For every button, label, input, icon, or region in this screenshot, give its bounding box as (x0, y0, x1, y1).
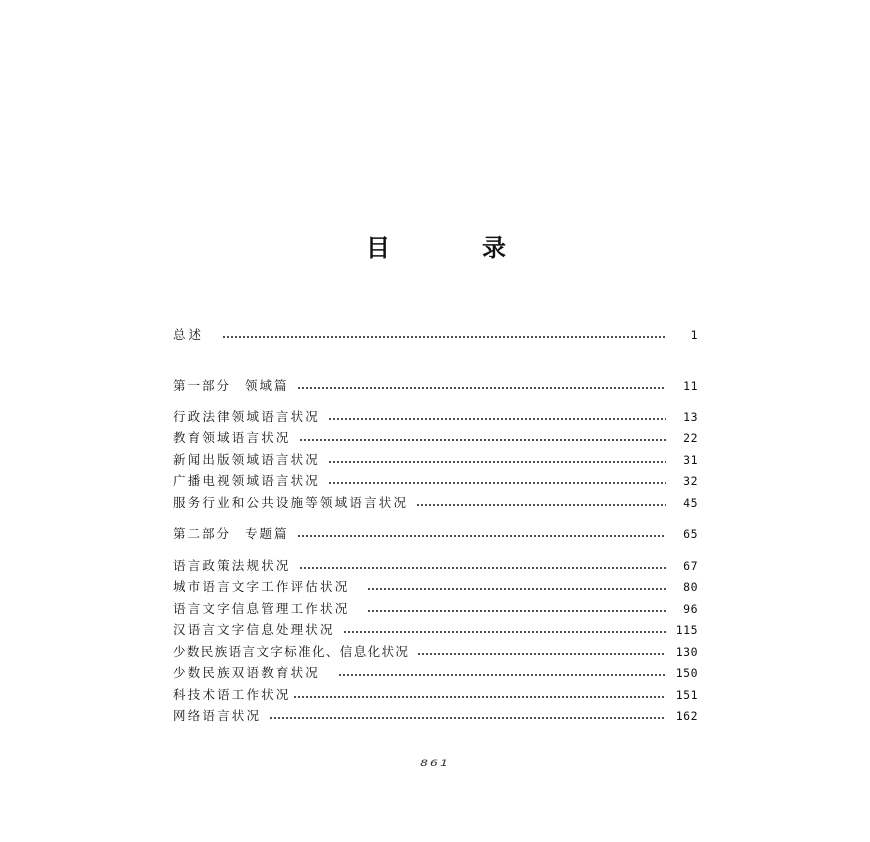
dot-leader (297, 387, 666, 389)
toc-page-number: 80 (683, 580, 698, 594)
dot-leader (297, 535, 666, 537)
toc-entry[interactable] (173, 578, 698, 596)
dot-leader (222, 336, 666, 338)
toc-page-number: 32 (683, 474, 698, 488)
dot-leader (338, 674, 666, 676)
toc-entry-label: 教育领域语言状况 (173, 430, 291, 445)
toc-entry[interactable] (173, 600, 698, 618)
toc-page-number: 96 (683, 602, 698, 616)
toc-entry[interactable] (173, 472, 698, 490)
toc-entry-label: 汉语言文字信息处理状况 (173, 622, 335, 637)
part-title: 领域篇 (245, 378, 289, 393)
dot-leader (293, 696, 666, 698)
toc-part-heading-label (173, 525, 289, 543)
toc-page-number: 65 (683, 527, 698, 541)
toc-page-number: 115 (675, 623, 698, 637)
toc-entry[interactable] (173, 643, 698, 661)
toc-page-number: 130 (675, 645, 698, 659)
dot-leader (269, 717, 666, 719)
toc-part-heading-1[interactable] (173, 377, 698, 395)
toc-entry-label: 服务行业和公共设施等领域语言状况 (173, 495, 409, 510)
toc-entry-label: 少数民族双语教育状况 (173, 665, 321, 680)
dot-leader (328, 482, 666, 484)
dot-leader (299, 567, 666, 569)
toc-page-number: 151 (675, 688, 698, 702)
toc-entry[interactable] (173, 494, 698, 512)
dot-leader (328, 461, 666, 463)
toc-entry-label: 语言文字信息管理工作状况 (173, 601, 350, 616)
dot-leader (343, 631, 666, 633)
toc-entry-label: 总述 (173, 327, 205, 342)
part-number: 第二部分 (173, 526, 232, 541)
toc-page-number: 162 (675, 709, 698, 723)
part-number: 第一部分 (173, 378, 232, 393)
toc-entry[interactable] (173, 707, 698, 725)
dot-leader (367, 610, 666, 612)
toc-page-number: 22 (683, 431, 698, 445)
toc-entry[interactable] (173, 664, 698, 682)
dot-leader (367, 588, 666, 590)
toc-page-number: 45 (683, 496, 698, 510)
toc-entry-overview[interactable] (173, 326, 698, 344)
toc-entry[interactable] (173, 557, 698, 575)
dot-leader (417, 653, 666, 655)
toc-part-heading-label (173, 377, 289, 395)
toc-page-number: 1 (690, 328, 698, 342)
toc-entry-label: 语言政策法规状况 (173, 558, 291, 573)
part-title: 专题篇 (245, 526, 289, 541)
title-char-1: 目 (366, 234, 390, 262)
toc-entry-label: 广播电视领域语言状况 (173, 473, 321, 488)
toc-page-number: 11 (683, 379, 698, 393)
toc-page-number: 31 (683, 453, 698, 467)
toc-page-number: 67 (683, 559, 698, 573)
toc-entry[interactable] (173, 686, 698, 704)
toc-entry[interactable] (173, 451, 698, 469)
page-title (0, 228, 870, 268)
toc-entry-label: 网络语言状况 (173, 708, 262, 723)
folio-text: 861 (420, 758, 450, 769)
toc-entry[interactable] (173, 621, 698, 639)
toc-entry-label: 行政法律领域语言状况 (173, 409, 321, 424)
toc-entry-label: 新闻出版领域语言状况 (173, 452, 321, 467)
toc-entry-label: 科技术语工作状况 (173, 687, 291, 702)
dot-leader (328, 418, 666, 420)
toc-part-heading-2[interactable] (173, 525, 698, 543)
toc-entry-label: 城市语言文字工作评估状况 (173, 579, 350, 594)
page-folio-number (0, 756, 870, 771)
toc-page-number: 150 (675, 666, 698, 680)
toc-entry-label: 少数民族语言文字标准化、信息化状况 (173, 644, 410, 659)
dot-leader (299, 439, 666, 441)
toc-page-number: 13 (683, 410, 698, 424)
dot-leader (416, 504, 666, 506)
toc-entry[interactable] (173, 408, 698, 426)
toc-entry[interactable] (173, 429, 698, 447)
title-char-2: 录 (482, 234, 506, 262)
